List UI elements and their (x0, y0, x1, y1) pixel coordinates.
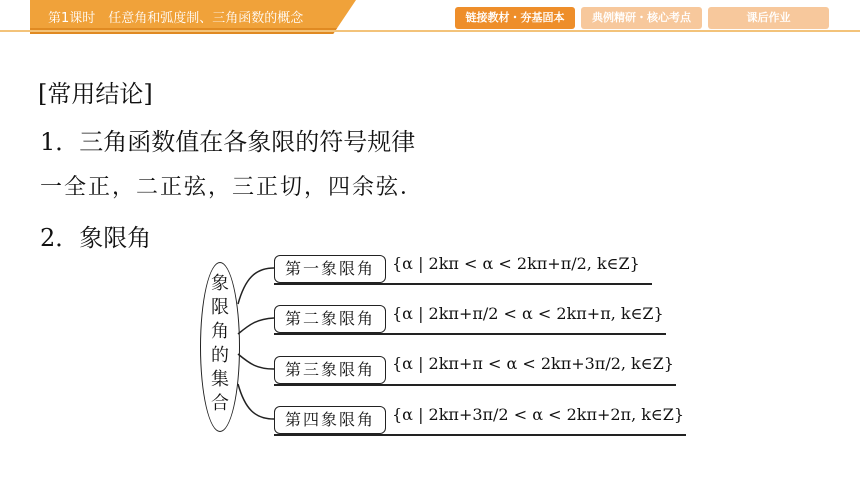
quadrant-2-set: {α | 2kπ+π/2 < α < 2kπ+π, k∈Z} (392, 304, 664, 323)
quadrant-2-label: 第二象限角 (274, 305, 386, 333)
oval-label (200, 272, 240, 416)
connector-q3 (238, 354, 274, 369)
quadrant-4-label: 第四象限角 (274, 406, 386, 434)
oval-char: 角 (211, 321, 229, 342)
item1-title: 1．三角函数值在各象限的符号规律 (40, 128, 416, 156)
oval-char: 限 (211, 297, 229, 318)
connector-q2 (238, 318, 274, 334)
quadrant-3-set: {α | 2kπ+π < α < 2kπ+3π/2, k∈Z} (392, 354, 674, 373)
lesson-title: 第1课时 任意角和弧度制、三角函数的概念 (48, 11, 304, 26)
quadrant-4-underline (274, 434, 686, 436)
quadrant-1-set: {α | 2kπ < α < 2kπ+π/2, k∈Z} (392, 254, 640, 273)
section-heading: [常用结论] (38, 80, 153, 108)
oval-char: 合 (211, 393, 229, 414)
quadrant-1-underline (274, 283, 652, 285)
top-bar (0, 0, 860, 36)
nav-button-textbook[interactable]: 链接教材・夯基固本 (455, 7, 575, 29)
nav-button-examples[interactable]: 典例精研・核心考点 (581, 7, 702, 29)
quadrant-3-underline (274, 384, 676, 386)
oval-char: 集 (211, 369, 229, 390)
connector-q4 (238, 384, 274, 419)
quadrant-3-label: 第三象限角 (274, 356, 386, 384)
item2-title: 2．象限角 (40, 224, 152, 252)
quadrant-2-underline (274, 333, 666, 335)
oval-char: 的 (211, 345, 229, 366)
connector-q1 (238, 268, 274, 304)
item1-text: 一全正，二正弦，三正切，四余弦． (40, 175, 425, 200)
quadrant-4-set: {α | 2kπ+3π/2 < α < 2kπ+2π, k∈Z} (392, 405, 685, 424)
oval-char: 象 (211, 273, 229, 294)
quadrant-1-label: 第一象限角 (274, 255, 386, 283)
nav-button-homework[interactable]: 课后作业 (708, 7, 829, 29)
header-divider (0, 30, 860, 32)
